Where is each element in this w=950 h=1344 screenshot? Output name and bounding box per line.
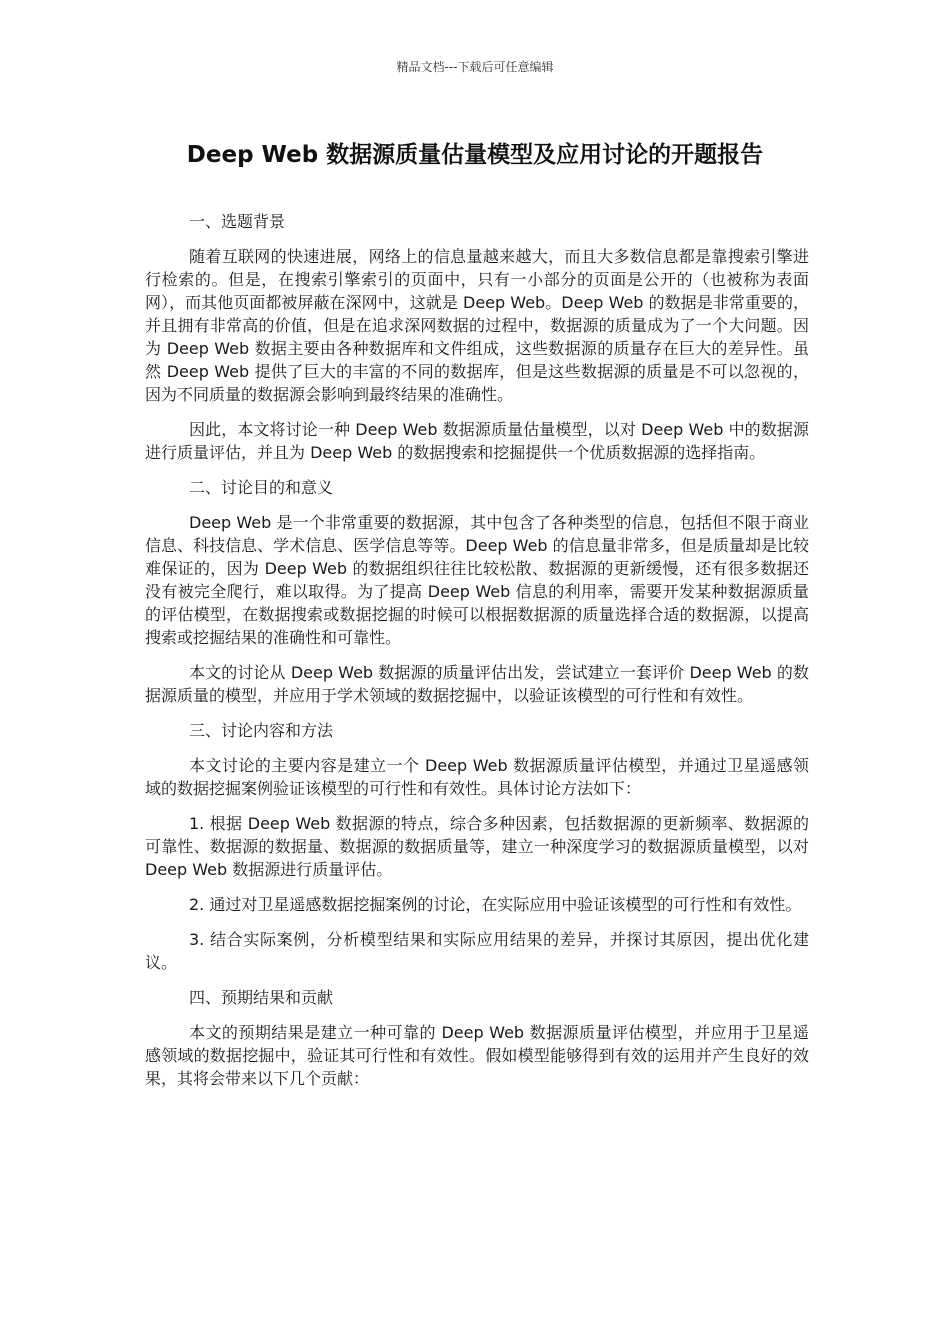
paragraph: 本文的预期结果是建立一种可靠的 Deep Web 数据源质量评估模型，并应用于卫星遥感领域的数据挖掘中，验证其可行性和有效性。假如模型能够得到有效的运用并产生良好的效果，其将会带来以下几个贡献： xyxy=(145,1023,809,1088)
section-heading-methods: 三、讨论内容和方法 xyxy=(189,721,334,740)
method-item-2: 2. 通过对卫星遥感数据挖掘案例的讨论，在实际应用中验证该模型的可行性和有效性。 xyxy=(189,895,802,914)
method-item-3: 3. 结合实际案例，分析模型结果和实际应用结果的差异，并探讨其原因，提出优化建议。 xyxy=(145,930,809,972)
paragraph: 本文的讨论从 Deep Web 数据源的质量评估出发，尝试建立一套评价 Deep Web 的数据源质量的模型，并应用于学术领域的数据挖掘中，以验证该模型的可行性和有效性。 xyxy=(145,663,809,705)
paragraph: 因此，本文将讨论一种 Deep Web 数据源质量估量模型，以对 Deep Web 中的数据源进行质量评估，并且为 Deep Web 的数据搜索和挖掘提供一个优质数据源的选择指南。 xyxy=(145,420,809,462)
document-title: Deep Web 数据源质量估量模型及应用讨论的开题报告 xyxy=(186,142,764,168)
document-body xyxy=(145,210,809,1102)
section-heading-expected-results: 四、预期结果和贡献 xyxy=(189,988,334,1007)
header-note: 精品文档---下载后可任意编辑 xyxy=(396,60,554,74)
paragraph: 随着互联网的快速进展，网络上的信息量越来越大，而且大多数信息都是靠搜索引擎进行检索的。但是，在搜索引擎索引的页面中，只有一小部分的页面是公开的（也被称为表面网），而其他页面都被屏蔽在深网中，这就是 Deep Web。Deep Web 的数据是非常重要的，并且拥有非常高的价值，但是在追求深网数据的过程中，数据源的质量成为了一个大问题。因为 Deep Web 数据主要由各种数据库和文件组成，这些数据源的质量存在巨大的差异性。虽然 Deep Web 提供了巨大的丰富的不同的数据库，但是这些数据源的质量是不可以忽视的，因为不同质量的数据源会影响到最终结果的准确性。 xyxy=(145,247,809,404)
paragraph: Deep Web 是一个非常重要的数据源，其中包含了各种类型的信息，包括但不限于商业信息、科技信息、学术信息、医学信息等等。Deep Web 的信息量非常多，但是质量却是比较难保证的，因为 Deep Web 的数据组织往往比较松散、数据源的更新缓慢，还有很多数据还没有被完全爬行，难以取得。为了提高 Deep Web 信息的利用率，需要开发某种数据源质量的评估模型，在数据搜索或数据挖掘的时候可以根据数据源的质量选择合适的数据源，以提高搜索或挖掘结果的准确性和可靠性。 xyxy=(145,513,809,647)
section-heading-purpose: 二、讨论目的和意义 xyxy=(189,478,334,497)
method-item-1: 1. 根据 Deep Web 数据源的特点，综合多种因素，包括数据源的更新频率、数据源的可靠性、数据源的数据量、数据源的数据质量等，建立一种深度学习的数据源质量模型，以对 Deep Web 数据源进行质量评估。 xyxy=(145,814,809,879)
paragraph: 本文讨论的主要内容是建立一个 Deep Web 数据源质量评估模型，并通过卫星遥感领域的数据挖掘案例验证该模型的可行性和有效性。具体讨论方法如下： xyxy=(145,756,809,798)
section-heading-background: 一、选题背景 xyxy=(189,212,286,231)
